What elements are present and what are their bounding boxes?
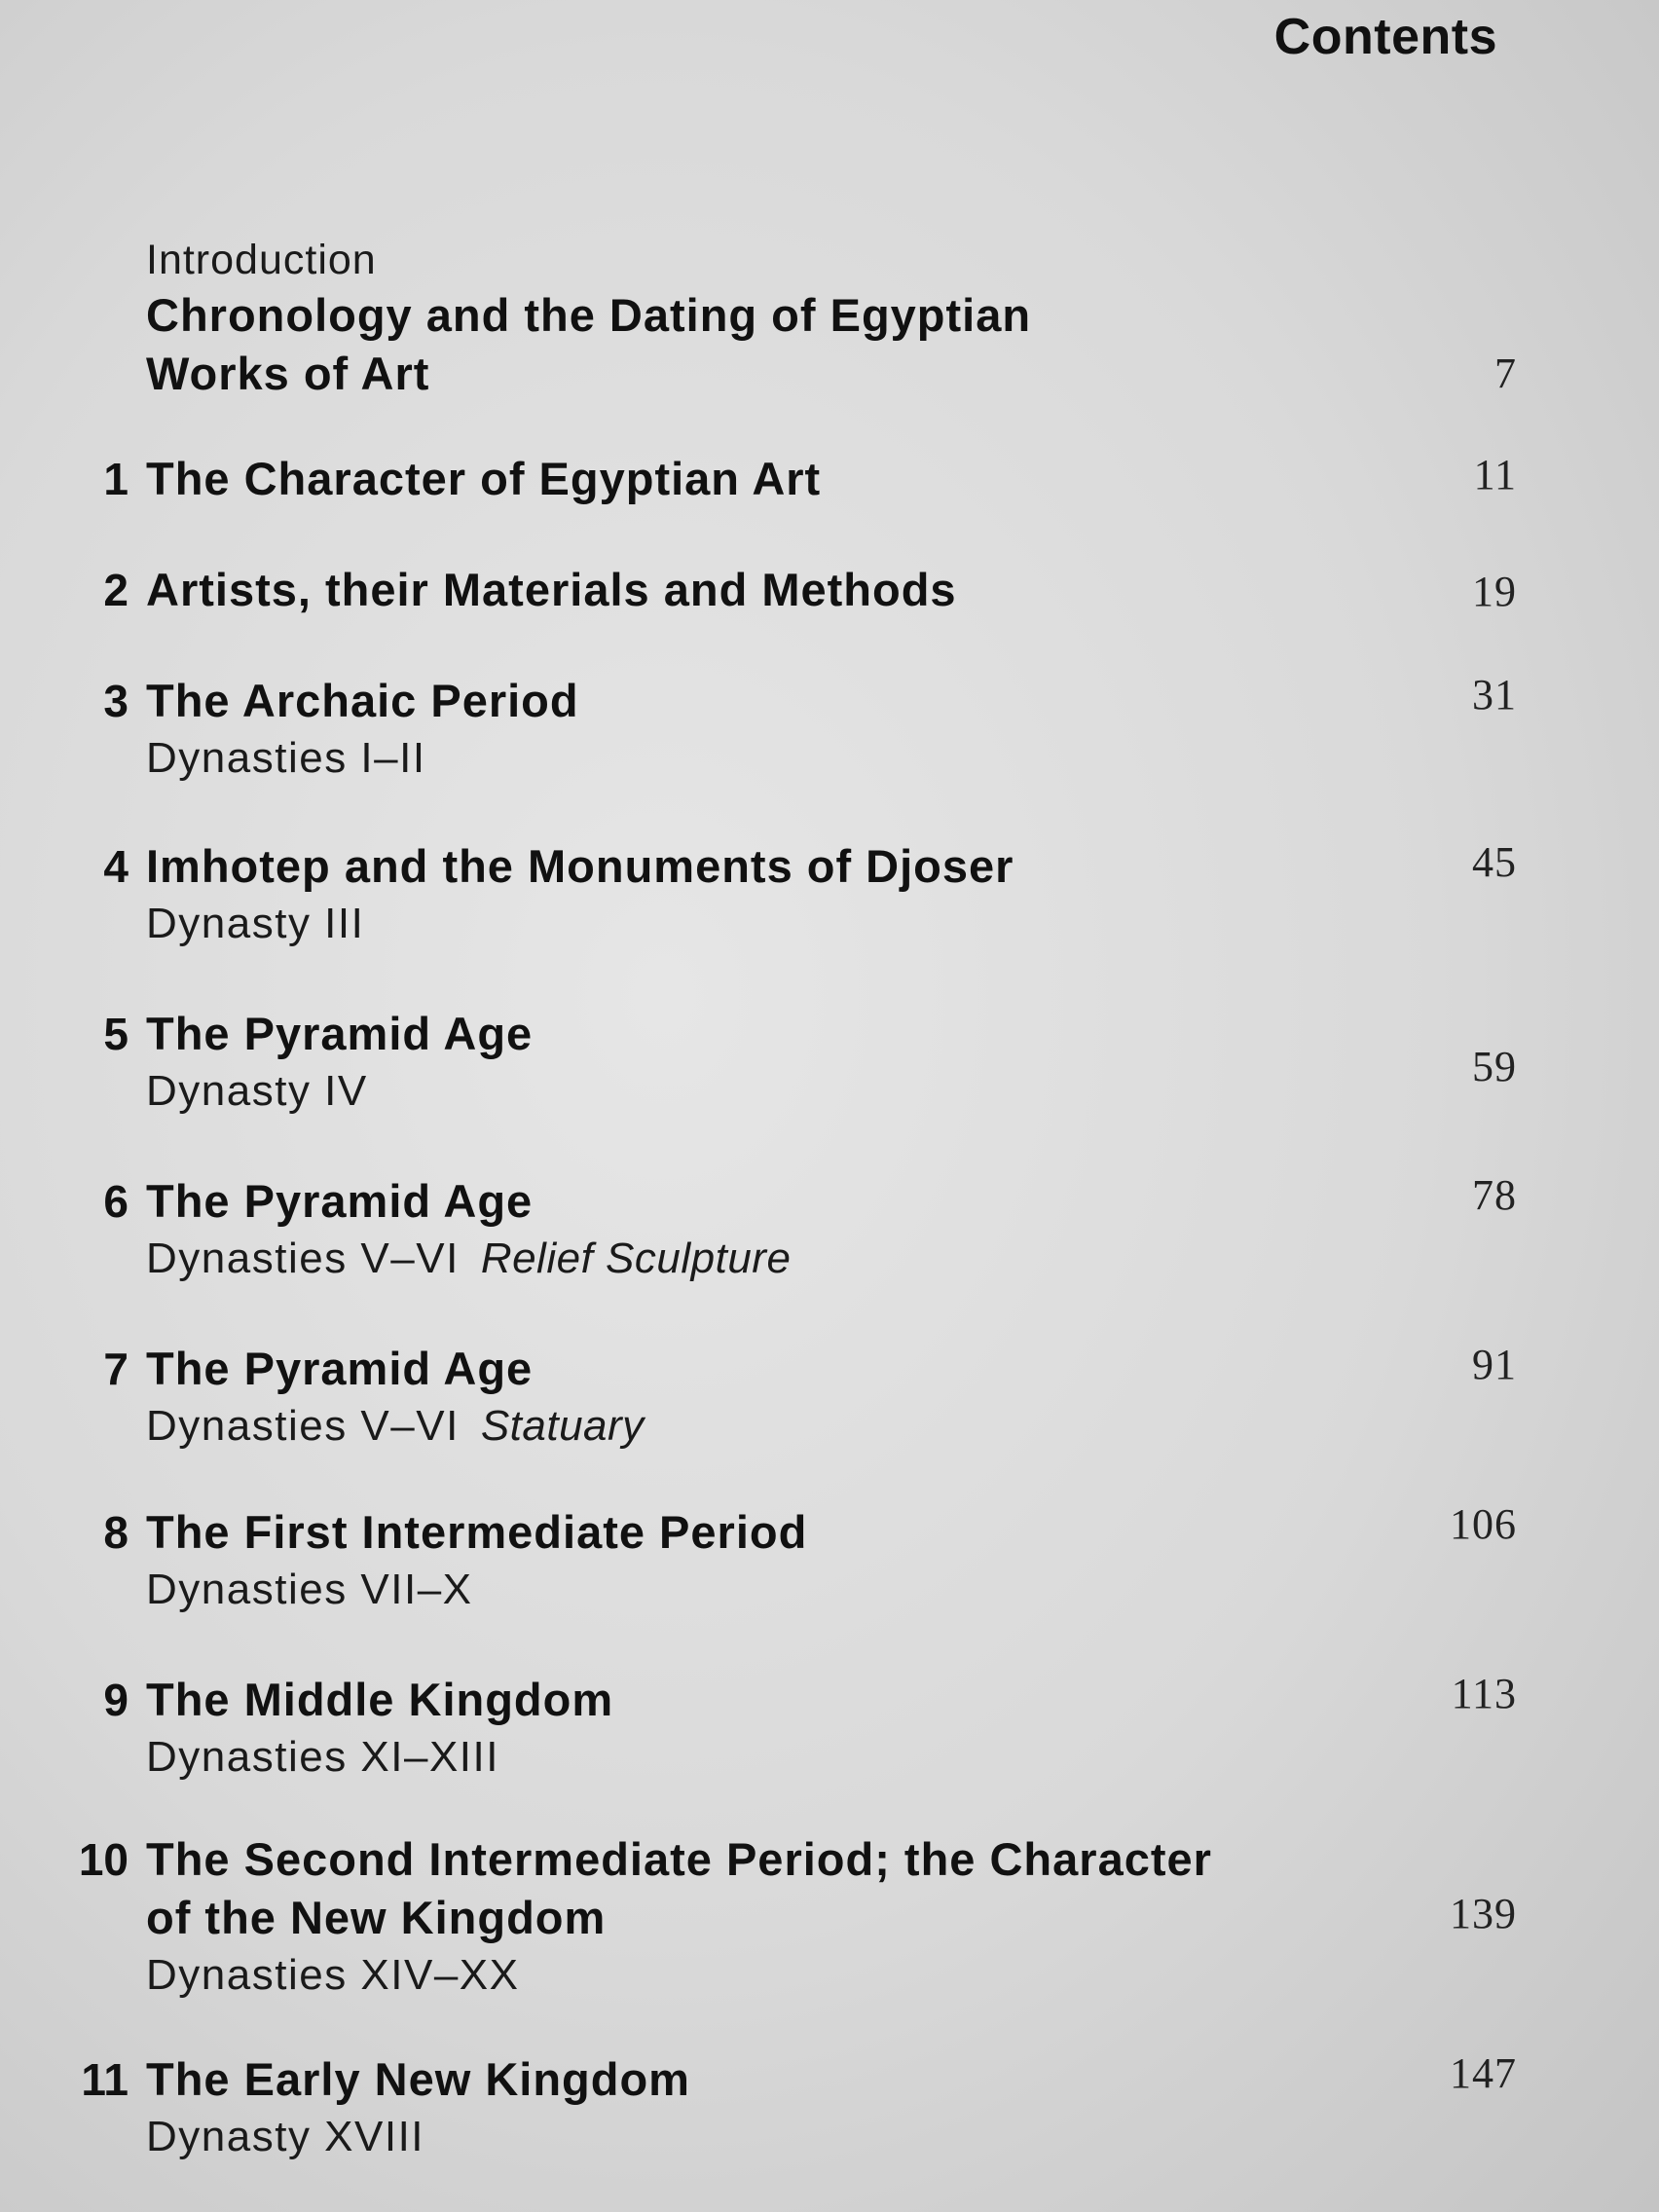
entry-body (146, 1340, 1353, 1455)
entry-page-number: 19 (1472, 568, 1517, 615)
entry-subtitle: Dynasty III (146, 900, 365, 947)
entry-page-number: 139 (1450, 1890, 1517, 1937)
entry-body (146, 1172, 1353, 1287)
entry-title: Works of Art (146, 348, 430, 399)
entry-body (146, 1005, 1353, 1120)
entry-body (146, 561, 1353, 619)
entry-page-number: 78 (1472, 1171, 1517, 1219)
entry-number: 8 (103, 1507, 129, 1558)
entry-page-number: 45 (1472, 838, 1517, 886)
entry-subtitle (146, 1398, 1353, 1455)
entry-number: 11 (81, 2054, 129, 2105)
entry-number: 1 (103, 454, 129, 504)
entry-page-number: 106 (1450, 1500, 1517, 1548)
entry-number: 6 (103, 1176, 129, 1227)
entry-body (146, 1671, 1353, 1786)
entry-subtitle: Dynasties XI–XIII (146, 1733, 499, 1781)
entry-title: The First Intermediate Period (146, 1506, 808, 1558)
entry-title: The Second Intermediate Period; the Character (146, 1833, 1212, 1885)
entry-body (146, 234, 1353, 403)
entry-body (146, 450, 1353, 508)
entry-title: The Early New Kingdom (146, 2053, 690, 2105)
entry-body (146, 1503, 1353, 1618)
entry-pretitle: Introduction (146, 237, 377, 283)
entry-subtitle-dynasties: Dynasties V–VI (146, 1235, 460, 1282)
entry-title: Artists, their Materials and Methods (146, 564, 957, 615)
entry-body (146, 2050, 1353, 2165)
entry-title: Chronology and the Dating of Egyptian (146, 289, 1032, 341)
entry-title: The Archaic Period (146, 675, 579, 726)
entry-title: The Character of Egyptian Art (146, 453, 822, 504)
entry-page-number: 11 (1473, 451, 1517, 498)
entry-body (146, 1830, 1353, 2004)
entry-subtitle (146, 1231, 1353, 1287)
entry-number: 9 (103, 1675, 129, 1725)
entry-page-number: 147 (1450, 2049, 1517, 2097)
entry-subtitle: Dynasties I–II (146, 734, 426, 782)
entry-subtitle: Dynasty XVIII (146, 2113, 425, 2160)
entry-number: 10 (78, 1834, 129, 1885)
entry-page-number: 7 (1494, 350, 1517, 397)
entry-number: 3 (103, 676, 129, 726)
entry-number: 5 (103, 1009, 129, 1059)
entry-title: The Middle Kingdom (146, 1674, 614, 1725)
entry-number: 4 (103, 841, 129, 892)
entry-subtitle-dynasties: Dynasties V–VI (146, 1402, 460, 1450)
entry-page-number: 91 (1472, 1341, 1517, 1388)
entry-subtitle: Dynasties XIV–XX (146, 1951, 520, 1999)
entry-subtitle: Dynasty IV (146, 1067, 368, 1115)
entry-body (146, 837, 1353, 952)
entry-subtitle-italic: Relief Sculpture (480, 1235, 792, 1282)
entry-number: 7 (103, 1344, 129, 1394)
entry-title: The Pyramid Age (146, 1008, 534, 1059)
entry-title: The Pyramid Age (146, 1343, 534, 1394)
entry-page-number: 31 (1472, 671, 1517, 719)
entry-title: The Pyramid Age (146, 1175, 534, 1227)
page-heading: Contents (1273, 9, 1497, 65)
entry-title: of the New Kingdom (146, 1892, 607, 1943)
entry-subtitle-italic: Statuary (480, 1402, 645, 1450)
entry-body (146, 672, 1353, 787)
entry-page-number: 59 (1472, 1043, 1517, 1090)
entry-number: 2 (103, 565, 129, 615)
entry-subtitle: Dynasties VII–X (146, 1566, 473, 1613)
entry-title: Imhotep and the Monuments of Djoser (146, 840, 1014, 892)
entry-page-number: 113 (1451, 1670, 1517, 1717)
